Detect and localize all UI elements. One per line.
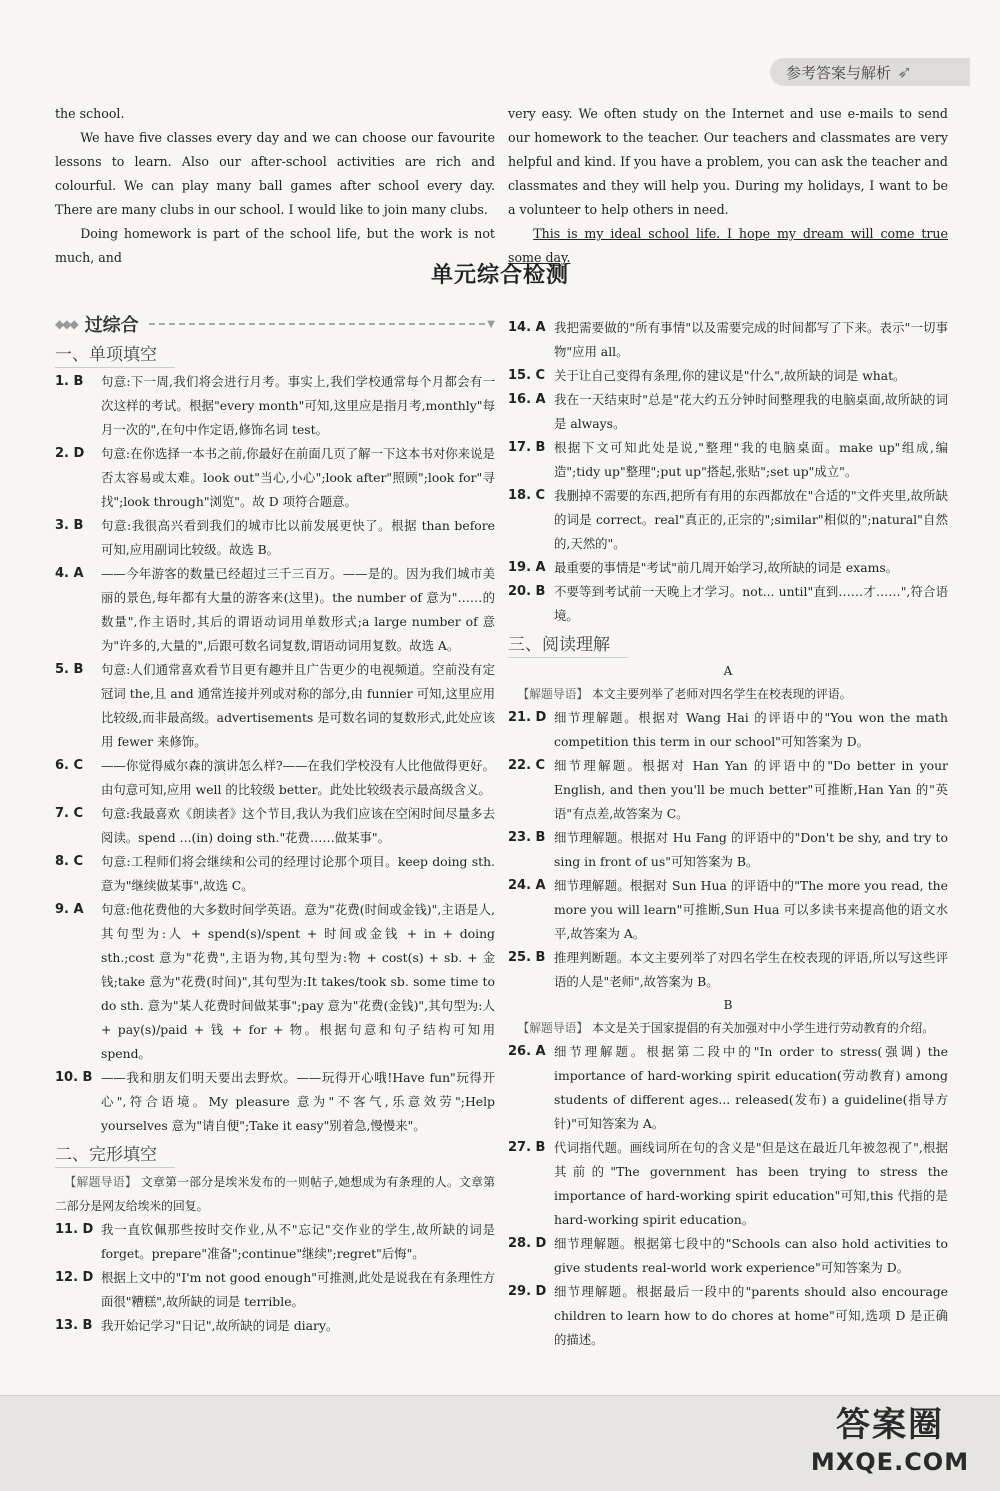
answer-number: 6. C: [55, 758, 84, 773]
answer-number: 22. C: [508, 758, 546, 773]
answer-item: [508, 1280, 948, 1352]
answer-item: [508, 826, 948, 874]
rocket-icon: ➶: [897, 61, 913, 83]
answer-explanation: 细节理解题。根据对 Han Yan 的评语中的"Do better in your English, and then you'll be much better"可推断,Han Yan 的"英语"有点差,故答案为 C。: [554, 758, 948, 821]
answer-number: 3. B: [55, 518, 84, 533]
essay-paragraph: Doing homework is part of the school life, but the work is not much, and: [55, 226, 495, 265]
watermark-logo: [800, 1403, 980, 1483]
watermark-title: 答案圈: [836, 1405, 944, 1445]
answer-item: [508, 946, 948, 994]
answer-explanation: 根据下文可知此处是说,"整理"我的电脑桌面。make up"组成,编造";tidy up"整理";put up"搭起,张贴";set up"成立"。: [554, 440, 948, 479]
guide-text: 本文主要列举了老师对四名学生在校表现的评语。: [591, 687, 852, 701]
answer-item: [55, 754, 495, 802]
answer-explanation: 句意:我最喜欢《朗读者》这个节目,我认为我们应该在空闲时间尽量多去阅读。spend ...(in) doing sth."花费……做某事"。: [101, 806, 495, 845]
answer-number: 28. D: [508, 1236, 547, 1251]
header-tab: [770, 58, 970, 86]
answer-number: 20. B: [508, 584, 546, 599]
guide-tag: 【解题导语】: [64, 1175, 137, 1189]
answer-item: [508, 316, 948, 364]
section-main-header: [55, 312, 495, 336]
answer-explanation: ——今年游客的数量已经超过三千三百万。——是的。因为我们城市美丽的景色,每年都有大量的游客来(这里)。the number of 意为"……的数量",作主语时,其后的谓语动词用单数形式;a large number of 意为"许多的,大量的",后跟可数名词复数,谓语动词用复数。故选 A。: [101, 566, 495, 653]
answer-explanation: 细节理解题。根据对 Wang Hai 的评语中的"You won the math competition this term in our school"可知答案为 D。: [554, 710, 948, 749]
answer-item: [55, 898, 495, 1066]
watermark-url: MXQE.COM: [810, 1448, 970, 1476]
answer-item: [508, 706, 948, 754]
answer-number: 16. A: [508, 392, 546, 407]
answer-number: 7. C: [55, 806, 84, 821]
essay-conclusion: This is my ideal school life. I hope my dream will come true some day.: [508, 226, 948, 265]
answer-number: 29. D: [508, 1284, 547, 1299]
essay-left: [55, 102, 495, 270]
answer-number: 1. B: [55, 374, 84, 389]
answer-item: [55, 562, 495, 658]
answer-explanation: 我开始记学习"日记",故所缺的词是 diary。: [101, 1318, 339, 1333]
answer-number: 8. C: [55, 854, 84, 869]
reading-a-guide: [508, 682, 948, 706]
answer-explanation: ——我和朋友们明天要出去野炊。——玩得开心哦!Have fun"玩得开心",符合语境。My pleasure 意为"不客气,乐意效劳";Help yourselves 意为"请自便";Take it easy"别着急,慢慢来"。: [101, 1070, 495, 1133]
answer-explanation: 句意:人们通常喜欢看节目更有趣并且广告更少的电视频道。空前没有定冠词 the,且 and 通常连接并列或对称的部分,由 funnier 可知,这里应用比较级,而非最高级。advertisements 是可数名词的复数形式,此处应该用 fewer 来修饰。: [101, 662, 495, 749]
answer-item: [508, 580, 948, 628]
answer-item: [55, 1218, 495, 1266]
answer-item: [55, 1266, 495, 1314]
guide-tag: 【解题导语】: [517, 687, 589, 701]
answer-item: [508, 1136, 948, 1232]
section-title: 一、单项填空: [55, 342, 175, 368]
answer-number: 12. D: [55, 1270, 94, 1285]
answer-item: [55, 850, 495, 898]
answer-item: [508, 556, 948, 580]
answer-number: 2. D: [55, 446, 85, 461]
answer-number: 19. A: [508, 560, 546, 575]
answer-explanation: 句意:我很高兴看到我们的城市比以前发展更快了。根据 than before 可知,应用副词比较级。故选 B。: [101, 518, 495, 557]
answer-item: [55, 442, 495, 514]
answer-explanation: 推理判断题。本文主要列举了对四名学生在校表现的评语,所以写这些评语的人是"老师",故答案为 B。: [554, 950, 948, 989]
answer-number: 23. B: [508, 830, 546, 845]
answer-explanation: 细节理解题。根据第二段中的"In order to stress(强调) the importance of hard-working spirit education(劳动教育) among students of different ages... released(发布) a guideline(指导方针)"可知答案为 A。: [554, 1044, 948, 1131]
answer-item: [55, 658, 495, 754]
answer-item: [55, 514, 495, 562]
essay-line: the school.: [55, 106, 125, 121]
answer-explanation: 不要等到考试前一天晚上才学习。not... until"直到……才……",符合语境。: [554, 584, 948, 623]
essay-right: [508, 102, 948, 270]
answer-number: 13. B: [55, 1318, 93, 1333]
answer-number: 14. A: [508, 320, 546, 335]
dots-icon: ◆◆◆: [55, 317, 77, 331]
right-answers: [508, 316, 948, 1352]
answer-number: 9. A: [55, 902, 84, 917]
dashed-rule: [149, 323, 486, 325]
answer-number: 17. B: [508, 440, 546, 455]
answer-item: [508, 1232, 948, 1280]
answer-item: [55, 1066, 495, 1138]
answer-item: [508, 484, 948, 556]
answer-number: 5. B: [55, 662, 84, 677]
left-answers: [55, 342, 495, 1338]
answer-explanation: 我把需要做的"所有事情"以及需要完成的时间都写了下来。表示"一切事物"应用 all。: [554, 320, 948, 359]
answer-explanation: 根据上文中的"I'm not good enough"可推测,此处是说我在有条理性方面很"糟糕",故所缺的词是 terrible。: [101, 1270, 495, 1309]
answer-number: 24. A: [508, 878, 546, 893]
answer-item: [508, 874, 948, 946]
answer-item: [508, 754, 948, 826]
essay-paragraph: very easy. We often study on the Internet and use e-mails to send our homework to the teacher. Our teachers and classmates are very helpful and kind. If you have a problem, you can ask the teacher and classmates and they will help you. During my holidays, I want to be a volunteer to help others in need.: [508, 106, 948, 217]
answer-explanation: 细节理解题。根据最后一段中的"parents should also encourage children to learn how to do chores at home"可知,选项 D 是正确的描述。: [554, 1284, 948, 1347]
answer-explanation: 细节理解题。根据对 Hu Fang 的评语中的"Don't be shy, and try to sing in front of us"可知答案为 B。: [554, 830, 948, 869]
cloze-guide: [55, 1170, 495, 1218]
answer-explanation: 句意:下一周,我们将会进行月考。事实上,我们学校通常每个月都会有一次这样的考试。根据"every month"可知,这里应是指月考,monthly"每月一次的",在句中作定语,修饰名词 test。: [101, 374, 495, 437]
answer-item: [508, 436, 948, 484]
answer-explanation: 句意:工程师们将会继续和公司的经理讨论那个项目。keep doing sth. 意为"继续做某事",故选 C。: [101, 854, 495, 893]
answer-number: 15. C: [508, 368, 546, 383]
triangle-down-icon: ▼: [487, 318, 495, 330]
answer-number: 21. D: [508, 710, 547, 725]
answer-number: 25. B: [508, 950, 546, 965]
answer-explanation: 句意:在你选择一本书之前,你最好在前面几页了解一下这本书对你来说是否太容易或太难。look out"当心,小心";look after"照顾";look for"寻找";look through"浏览"。故 D 项符合题意。: [101, 446, 495, 509]
answer-number: 11. D: [55, 1222, 94, 1237]
passage-label: A: [723, 664, 733, 678]
answer-number: 18. C: [508, 488, 546, 503]
answer-explanation: 代词指代题。画线词所在句的含义是"但是这在最近几年被忽视了",根据其前的"The government has been trying to stress the importance of hard-working spirit education"可知,this 代指的是 hard-working spirit education。: [554, 1140, 948, 1227]
guide-text: 本文是关于国家提倡的有关加强对中小学生进行劳动教育的介绍。: [591, 1021, 935, 1035]
header-tab-label: 参考答案与解析: [786, 63, 892, 82]
section-title: 二、完形填空: [55, 1142, 175, 1168]
section-title: 三、阅读理解: [508, 632, 628, 658]
answer-number: 10. B: [55, 1070, 93, 1085]
passage-label: B: [723, 998, 733, 1012]
answer-item: [508, 1040, 948, 1136]
answer-item: [55, 1314, 495, 1338]
answer-explanation: 我删掉不需要的东西,把所有有用的东西都放在"合适的"文件夹里,故所缺的词是 correct。real"真正的,正宗的";similar"相似的";natural"自然的,天然的"。: [554, 488, 948, 551]
guide-text: 文章第一部分是埃米发布的一则帖子,她想成为有条理的人。文章第二部分是网友给埃米的回复。: [55, 1175, 495, 1213]
answer-explanation: 最重要的事情是"考试"前几周开始学习,故所缺的词是 exams。: [554, 560, 899, 575]
section-main-title: 过综合: [84, 315, 139, 336]
answer-explanation: 我在一天结束时"总是"花大约五分钟时间整理我的电脑桌面,故所缺的词是 always。: [554, 392, 948, 431]
unit-title: 单元综合检测: [430, 263, 569, 288]
reading-b-guide: [508, 1016, 948, 1040]
answer-explanation: 细节理解题。根据对 Sun Hua 的评语中的"The more you read, the more you will learn"可推断,Sun Hua 可以多读书来提高他的语文水平,故答案为 A。: [554, 878, 948, 941]
answer-number: 27. B: [508, 1140, 546, 1155]
answer-explanation: 句意:他花费他的大多数时间学英语。意为"花费(时间或金钱)",主语是人,其句型为:人 + spend(s)/spent + 时间或金钱 + in + doing sth.;cost 意为"花费",主语为物,其句型为:物 + cost(s) + sb. + 金钱;take 意为"花费(时间)",其句型为:It takes/took sb. some time to do sth. 意为"某人花费时间做某事";pay 意为"花费(金钱)",其句型为:人 + pay(s)/paid + 钱 + for + 物。根据句意和句子结构可知用 spend。: [101, 902, 495, 1061]
answer-item: [508, 364, 948, 388]
answer-explanation: ——你觉得威尔森的演讲怎么样?——在我们学校没有人比他做得更好。由句意可知,应用 well 的比较级 better。此处比较级表示最高级含义。: [101, 758, 495, 797]
answer-explanation: 我一直钦佩那些按时交作业,从不"忘记"交作业的学生,故所缺的词是 forget。prepare"准备";continue"继续";regret"后悔"。: [101, 1222, 495, 1261]
answer-item: [508, 388, 948, 436]
answer-explanation: 关于让自己变得有条理,你的建议是"什么",故所缺的词是 what。: [554, 368, 906, 383]
answer-number: 4. A: [55, 566, 84, 581]
essay-paragraph: We have five classes every day and we can choose our favourite lessons to learn. Also our after-school activities are rich and colourful. We can play many ball games after school every day. There are many clubs in our school. I would like to join many clubs.: [55, 130, 495, 217]
answer-item: [55, 370, 495, 442]
guide-tag: 【解题导语】: [517, 1021, 589, 1035]
answer-number: 26. A: [508, 1044, 546, 1059]
answer-item: [55, 802, 495, 850]
answer-explanation: 细节理解题。根据第七段中的"Schools can also hold activities to give students real-world work experience"可知答案为 D。: [554, 1236, 948, 1275]
